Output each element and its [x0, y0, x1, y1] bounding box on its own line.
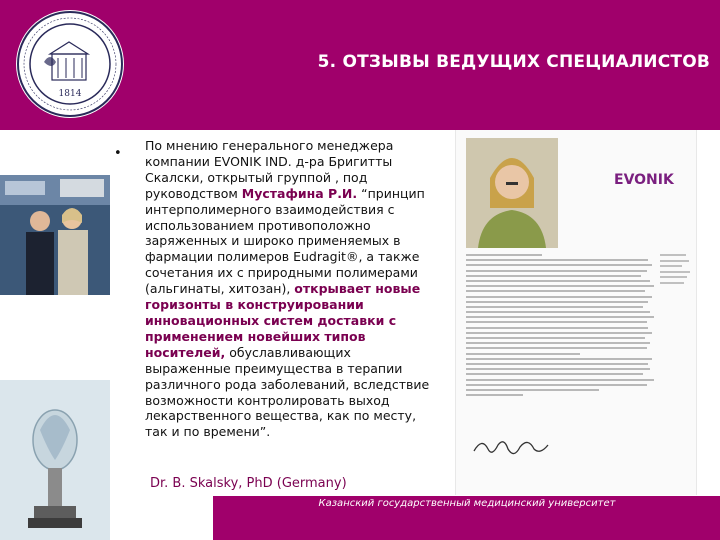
letter-author-photo	[466, 138, 558, 248]
testimonial-text-part-2: “принцип интерполимерного взаимодействия с использованием противоположно заряженных и широко применяемых в фармации полимеров Eudragit®, а также сочетания их с природными полимерами (альгинаты, хитозан),	[145, 185, 425, 297]
recommendation-letter-image	[455, 130, 697, 495]
award-statuette-photo	[0, 380, 110, 540]
bullet-marker: •	[114, 146, 122, 161]
testimonial-text-part-1: По мнению генерального менеджера компании EVONIK IND. д-ра Бригитты Скалски, открытый группой , под руководством	[145, 138, 394, 201]
testimonial-text	[145, 138, 435, 440]
highlighted-name: Мустафина Р.И.	[241, 185, 358, 201]
university-name: Казанский государственный медицинский университет	[318, 498, 616, 509]
highlighted-phrase: открывает новые горизонты в конструировании инновационных систем доставки с применением новейших типов носителей,	[145, 281, 421, 360]
handwritten-signature	[470, 435, 570, 463]
testimonial-text-part-3: обуславливающих выраженные преимущества в терапии различного рода заболеваний, вследствие возможности контролировать выход лекарственного вещества, как по месту, так и по времени”.	[145, 344, 430, 440]
page-title: 5. ОТЗЫВЫ ВЕДУЩИХ СПЕЦИАЛИСТОВ	[317, 52, 710, 72]
letter-body-lines	[466, 254, 656, 399]
logo-year: 1814	[58, 89, 82, 99]
footer-banner	[213, 496, 720, 540]
evonik-logo: EVONIK	[614, 172, 674, 188]
letter-address-lines	[660, 254, 692, 287]
university-seal-icon	[16, 10, 124, 118]
conference-photo	[0, 175, 110, 295]
testimonial-author: Dr. B. Skalsky, PhD (Germany)	[150, 476, 347, 491]
header-banner	[0, 0, 720, 130]
